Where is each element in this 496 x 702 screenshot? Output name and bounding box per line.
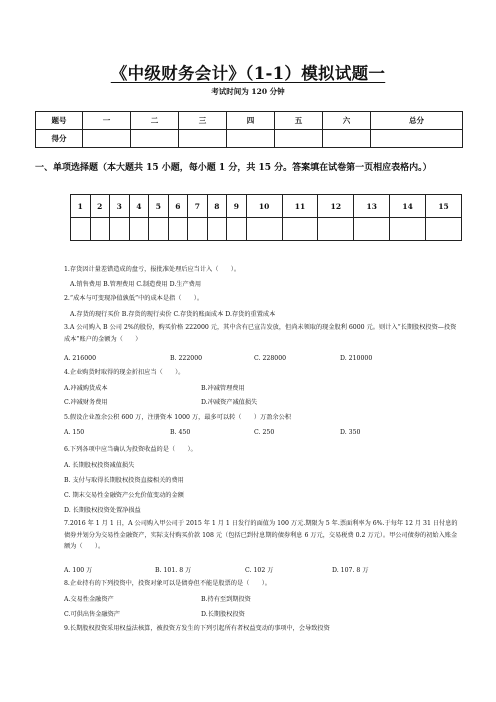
option-d: D.长期股权投资: [201, 611, 245, 618]
score-header-cell: 六: [323, 112, 371, 130]
option-c: C.可供出售金融资产: [64, 611, 120, 618]
exam-title: 《中级财务会计》（1-1）模拟试题一: [110, 64, 386, 83]
answer-number: 6: [168, 195, 188, 218]
score-table-header-row: [36, 112, 463, 130]
answer-cell[interactable]: [168, 218, 188, 241]
answer-number-row: [71, 195, 462, 218]
answer-cell[interactable]: [110, 218, 130, 241]
answer-cell[interactable]: [282, 218, 318, 241]
question-stem: 4.企业购货时取得的现金折扣应当（ ）。: [64, 369, 185, 376]
option-b: B. 450: [170, 429, 191, 436]
answer-number: 9: [227, 195, 247, 218]
answer-number: 5: [149, 195, 169, 218]
answer-cell[interactable]: [246, 218, 282, 241]
question-stem: 1.存货因计量差错造成的盘亏，报批准处理后应当计入（ ）。: [64, 266, 241, 273]
option-c: C. 228000: [254, 355, 287, 362]
section-heading: 一、单项选择题（本大题共 15 小题，每小题 1 分，共 15 分。答案填在试卷第一页相应表格内。）: [35, 163, 432, 173]
question-stem: 3.A 公司购入 B 公司 2%的股份，购买价格 222000 元，其中含有已宣告发放，但尚未领取的现金股利 6000 元。则计入“长期股权投资—投资成本”账户的金额为（ ）: [64, 324, 457, 343]
option-c: C. 期末交易性金融资产公允价值变动的金额: [64, 492, 184, 499]
option-a: A. 长期股权投资减值损失: [64, 462, 135, 469]
score-entry-cell[interactable]: [323, 130, 371, 148]
option-d: D. 107. 8 万: [332, 567, 369, 574]
option-d: D.冲减资产减值损失: [201, 399, 258, 406]
score-entry-cell[interactable]: [131, 130, 179, 148]
answer-number: 3: [110, 195, 130, 218]
score-table: [35, 111, 463, 148]
score-header-cell: 三: [179, 112, 227, 130]
question-stem: 7.2016 年 1 月 1 日，A 公司购入甲公司于 2015 年 1 月 1 日发行的面值为 100 万元.期限为 5 年.票面利率为 6%.于每年 12 月 31 日付息的债券并划分为交易性金融资产，实际支付购买价款 108 元（包括已到付息期的债券利息 6 万元，交易税费 0.2 万元）。甲公司债券的初始入账金额为（ ）。: [64, 520, 458, 550]
answer-cell[interactable]: [390, 218, 426, 241]
answer-number: 12: [318, 195, 354, 218]
answer-number: 11: [282, 195, 318, 218]
option-c: C.冲减财务费用: [64, 399, 108, 406]
score-entry-cell[interactable]: [83, 130, 131, 148]
question-stem: 5.假设企业盈余公积 600 万，注册资本 1000 万，最多可以转（ ）万盈余公积: [64, 414, 291, 421]
score-entry-cell[interactable]: [371, 130, 463, 148]
answer-cell[interactable]: [426, 218, 462, 241]
question-stem: 8.企业持有的下列投资中，投资对象可以是债券但不能是股票的是（ ）。: [64, 580, 271, 587]
answer-number: 7: [188, 195, 208, 218]
answer-cell[interactable]: [227, 218, 247, 241]
answer-cell[interactable]: [207, 218, 227, 241]
question-stem: 9.长期股权投资采用权益法核算，被投资方发生的下列引起所有者权益变动的事项中，会导致投资: [64, 625, 330, 632]
question-options: A.销售费用 B.管理费用 C.制造费用 D.生产费用: [70, 281, 202, 288]
answer-number: 1: [71, 195, 91, 218]
answer-cell[interactable]: [129, 218, 149, 241]
option-a: A.交易性金融资产: [64, 596, 114, 603]
score-entry-cell[interactable]: [179, 130, 227, 148]
score-header-cell: 四: [227, 112, 275, 130]
option-a: A.冲减购货成本: [64, 385, 108, 392]
option-a: A. 150: [64, 429, 85, 436]
answer-number: 4: [129, 195, 149, 218]
answer-number: 13: [354, 195, 390, 218]
score-row-label: 得分: [36, 130, 83, 148]
score-entry-cell[interactable]: [275, 130, 323, 148]
answer-cell[interactable]: [149, 218, 169, 241]
answer-table: [70, 194, 462, 241]
answer-cell[interactable]: [71, 218, 91, 241]
score-header-cell: 一: [83, 112, 131, 130]
question-options: A.存货的现行买价 B.存货的现行卖价 C.存货的账面成本 D.存货的重置成本: [70, 311, 276, 318]
option-c: C. 250: [254, 429, 275, 436]
question-stem: 2.“成本与可变现净值孰低”中的成本是指（ ）。: [64, 295, 204, 302]
option-a: A. 216000: [64, 355, 97, 362]
option-b: B. 101. 8 万: [155, 567, 192, 574]
score-header-cell: 二: [131, 112, 179, 130]
answer-entry-row: [71, 218, 462, 241]
option-b: B. 支付与取得长期股权投资直接相关的费用: [64, 477, 184, 484]
option-d: D. 长期股权投资处置净损益: [64, 507, 141, 514]
answer-number: 14: [390, 195, 426, 218]
answer-number: 8: [207, 195, 227, 218]
option-b: B.冲减管理费用: [201, 385, 245, 392]
option-c: C. 102 万: [245, 567, 274, 574]
answer-cell[interactable]: [90, 218, 110, 241]
exam-duration: 考试时间为 120 分钟: [211, 87, 285, 96]
option-d: D. 210000: [340, 355, 373, 362]
score-entry-cell[interactable]: [227, 130, 275, 148]
score-header-cell: 题号: [36, 112, 83, 130]
option-b: B.持有至到期投资: [201, 596, 251, 603]
answer-number: 15: [426, 195, 462, 218]
option-a: A. 100 万: [64, 567, 93, 574]
option-b: B. 222000: [170, 355, 203, 362]
answer-cell[interactable]: [354, 218, 390, 241]
score-table-score-row: [36, 130, 463, 148]
score-header-cell: 五: [275, 112, 323, 130]
answer-number: 10: [246, 195, 282, 218]
score-header-cell: 总分: [371, 112, 463, 130]
option-d: D. 350: [340, 429, 361, 436]
question-stem: 6.下列各项中应当确认为投资收益的是（ ）。: [64, 446, 197, 453]
answer-number: 2: [90, 195, 110, 218]
answer-cell[interactable]: [188, 218, 208, 241]
answer-cell[interactable]: [318, 218, 354, 241]
